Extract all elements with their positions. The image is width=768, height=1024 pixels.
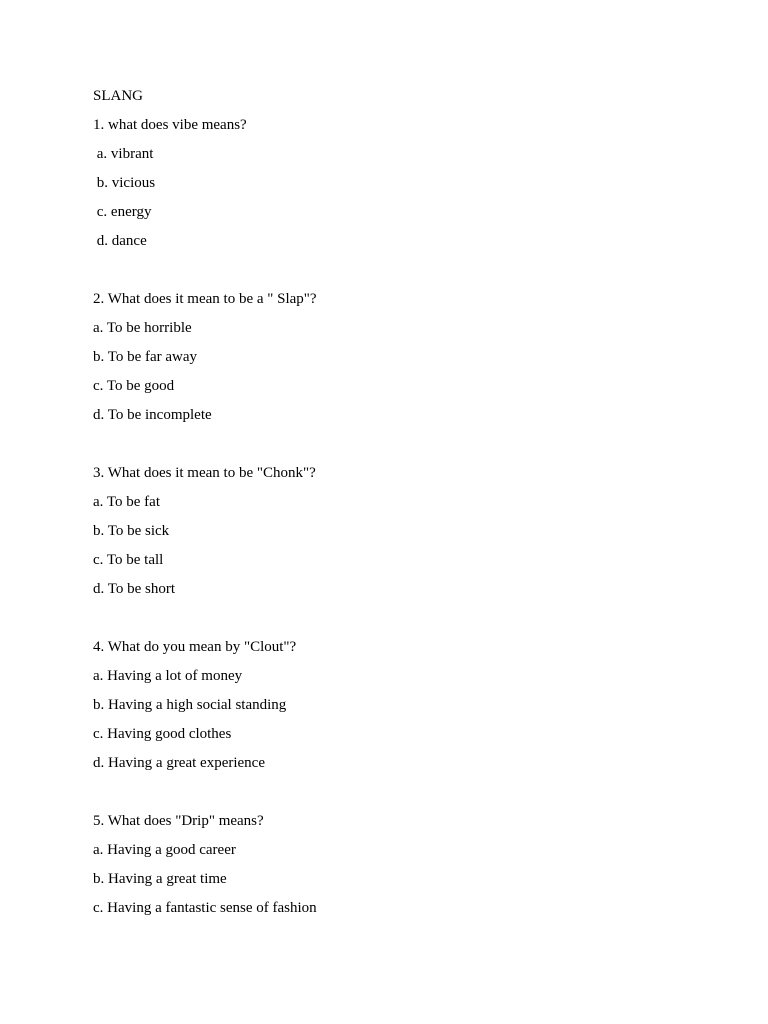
question-1-option-c: c. energy — [93, 204, 152, 220]
question-4-option-d: d. Having a great experience — [93, 755, 265, 771]
question-2-option-b: b. To be far away — [93, 349, 198, 365]
question-2-option-a: a. To be horrible — [93, 320, 192, 336]
question-1-prompt: 1. what does vibe means? — [93, 117, 247, 133]
question-5-option-a: a. Having a good career — [93, 842, 236, 858]
question-2-option-d: d. To be incomplete — [93, 407, 212, 423]
question-5-prompt: 5. What does "Drip" means? — [93, 813, 264, 829]
document-title: SLANG — [93, 88, 144, 104]
question-1-option-a: a. vibrant — [93, 146, 154, 162]
question-3-option-b: b. To be sick — [93, 523, 170, 539]
question-4-option-a: a. Having a lot of money — [93, 668, 243, 684]
question-3-option-a: a. To be fat — [93, 494, 160, 510]
question-3-option-d: d. To be short — [93, 581, 176, 597]
question-2-option-c: c. To be good — [93, 378, 175, 394]
question-3-prompt: 3. What does it mean to be "Chonk"? — [93, 465, 316, 481]
question-2-prompt: 2. What does it mean to be a " Slap"? — [93, 291, 317, 307]
question-5-option-b: b. Having a great time — [93, 871, 227, 887]
question-3-option-c: c. To be tall — [93, 552, 164, 568]
question-5-option-c: c. Having a fantastic sense of fashion — [93, 900, 317, 916]
question-1-option-d: d. dance — [93, 233, 147, 249]
question-4-prompt: 4. What do you mean by "Clout"? — [93, 639, 297, 655]
question-1-option-b: b. vicious — [93, 175, 156, 191]
question-4-option-c: c. Having good clothes — [93, 726, 232, 742]
question-4-option-b: b. Having a high social standing — [93, 697, 287, 713]
